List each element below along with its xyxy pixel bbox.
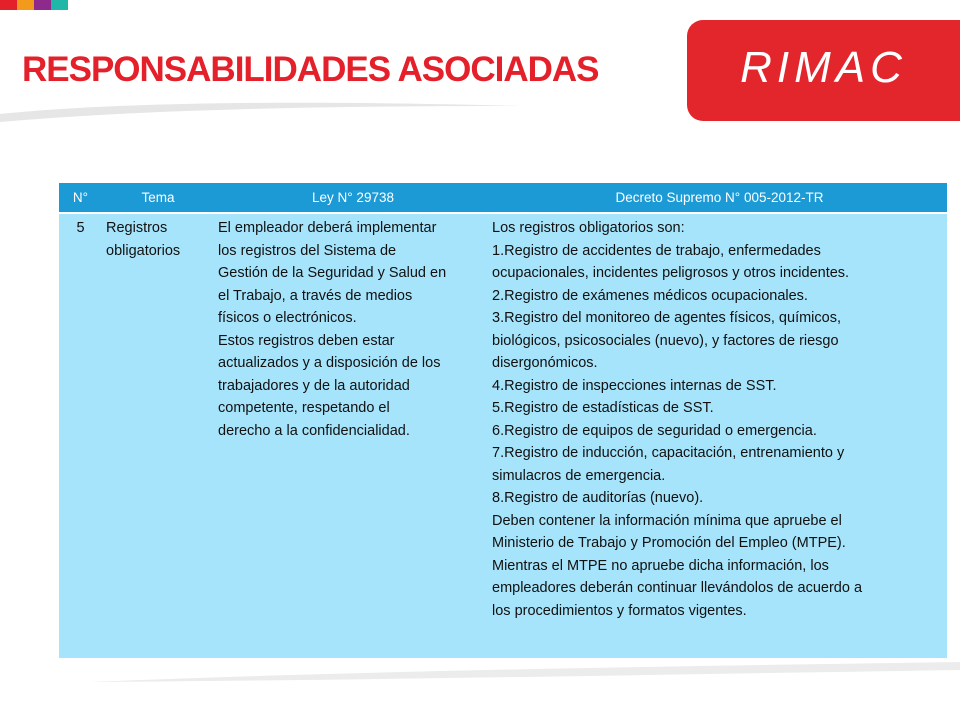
ley-line: trabajadores y de la autoridad xyxy=(218,377,410,394)
ley-line: competente, respetando el xyxy=(218,400,390,416)
cell-tema xyxy=(102,213,214,658)
responsibilities-table xyxy=(59,183,947,658)
decreto-line: simulacros de emergencia. xyxy=(492,467,666,484)
decreto-line: biológicos, psicosociales (nuevo), y factores de riesgo xyxy=(492,332,839,349)
decreto-line: 6.Registro de equipos de seguridad o emergencia. xyxy=(492,422,817,439)
decreto-line: Ministerio de Trabajo y Promoción del Empleo (MTPE). xyxy=(492,535,846,551)
ley-line: los registros del Sistema de xyxy=(218,242,397,259)
header-num: N° xyxy=(59,183,102,213)
tema-line: obligatorios xyxy=(106,242,181,259)
tema-line: Registros xyxy=(106,220,168,236)
table-header-row xyxy=(59,183,947,213)
ley-line: El empleador deberá implementar xyxy=(218,220,437,236)
table-row xyxy=(59,213,947,658)
decreto-line: Mientras el MTPE no apruebe dicha información, los xyxy=(492,557,829,574)
decreto-line: 1.Registro de accidentes de trabajo, enfermedades xyxy=(492,242,821,259)
color-strip xyxy=(0,0,68,10)
strip-red xyxy=(0,0,17,10)
ley-line: Gestión de la Seguridad y Salud en xyxy=(218,265,447,281)
rimac-logo xyxy=(687,20,960,121)
header-ley: Ley N° 29738 xyxy=(214,183,492,213)
ley-line: el Trabajo, a través de medios xyxy=(218,287,413,304)
decreto-line: ocupacionales, incidentes peligrosos y otros incidentes. xyxy=(492,265,850,281)
ley-line: Estos registros deben estar xyxy=(218,332,395,349)
decreto-line: 4.Registro de inspecciones internas de SST. xyxy=(492,377,777,394)
header-decreto: Decreto Supremo N° 005-2012-TR xyxy=(492,183,947,213)
ley-line: derecho a la confidencialidad. xyxy=(218,422,410,439)
ley-line: físicos o electrónicos. xyxy=(218,310,357,326)
decreto-line: 5.Registro de estadísticas de SST. xyxy=(492,400,714,416)
decreto-line: disergonómicos. xyxy=(492,355,598,371)
decreto-line: 3.Registro del monitoreo de agentes físicos, químicos, xyxy=(492,310,841,326)
ley-line: actualizados y a disposición de los xyxy=(218,355,441,371)
decreto-line: Deben contener la información mínima que apruebe el xyxy=(492,512,842,529)
bottom-swoosh xyxy=(0,640,960,700)
cell-ley xyxy=(214,213,492,658)
decreto-line: 8.Registro de auditorías (nuevo). xyxy=(492,490,704,506)
logo-text: RIMAC xyxy=(740,42,907,92)
decreto-line: 7.Registro de inducción, capacitación, entrenamiento y xyxy=(492,445,845,461)
strip-orange xyxy=(17,0,34,10)
title-underline-swoosh xyxy=(0,96,520,122)
decreto-line: los procedimientos y formatos vigentes. xyxy=(492,602,747,619)
page-title: RESPONSABILIDADES ASOCIADAS xyxy=(22,50,599,89)
header-tema: Tema xyxy=(102,183,214,213)
decreto-line: empleadores deberán continuar llevándolos de acuerdo a xyxy=(492,580,863,596)
decreto-line: Los registros obligatorios son: xyxy=(492,220,685,236)
cell-num: 5 xyxy=(76,220,85,236)
strip-purple xyxy=(34,0,51,10)
decreto-line: 2.Registro de exámenes médicos ocupacionales. xyxy=(492,287,808,304)
cell-decreto xyxy=(492,213,947,658)
strip-teal xyxy=(51,0,68,10)
